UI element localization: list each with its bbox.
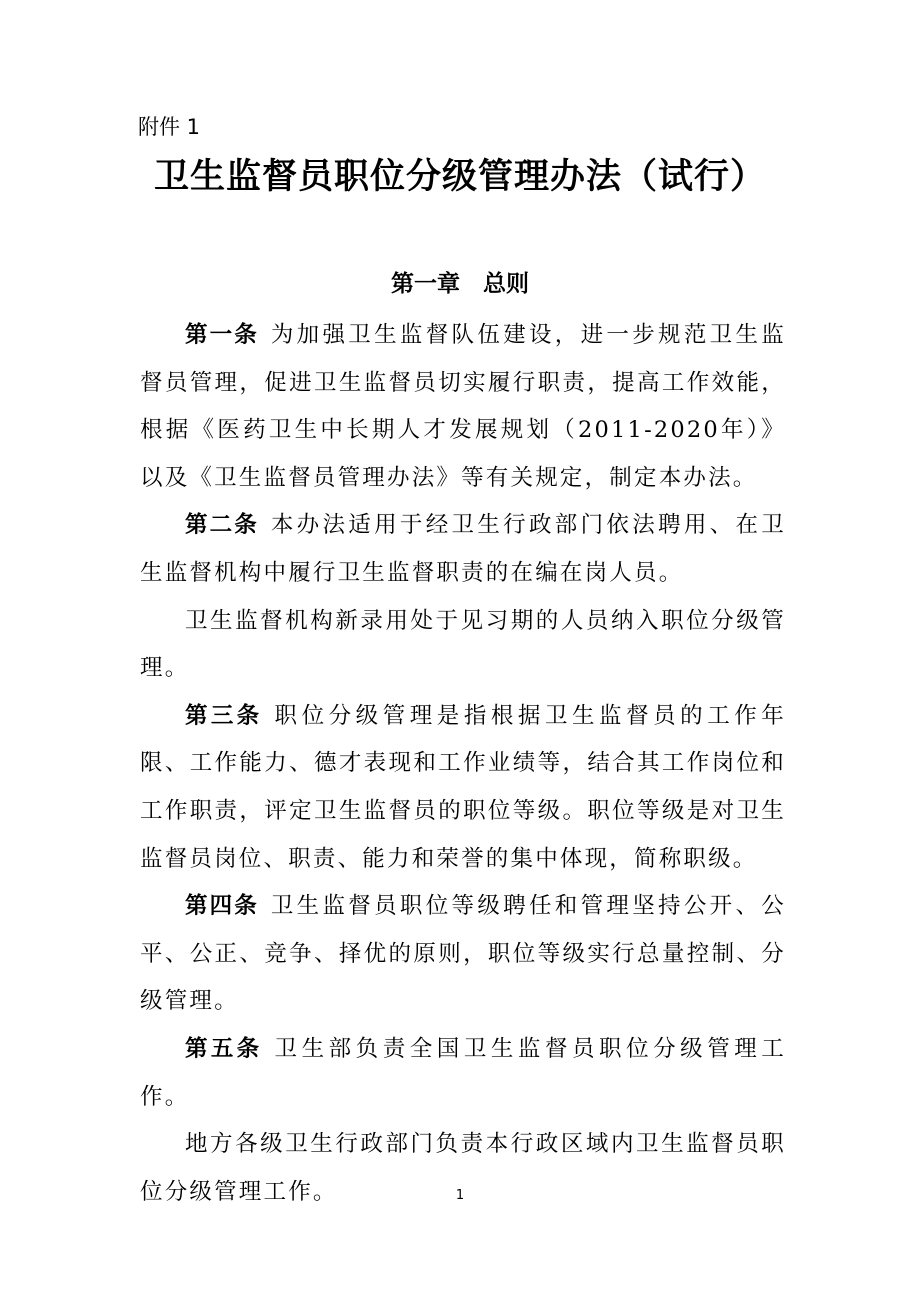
article-text: 职位分级管理是指根据卫生监督员的工作年限、工作能力、德才表现和工作业绩等，结合其工作岗位和工作职责，评定卫生监督员的职位等级。职位等级是对卫生监督员岗位、职责、能力和荣誉的集中体现，简称职级。 bbox=[140, 702, 786, 872]
article-number: 第二条 bbox=[185, 512, 259, 539]
article-number: 第四条 bbox=[185, 893, 259, 920]
article-1 bbox=[140, 312, 786, 502]
article-text: 本办法适用于经卫生行政部门依法聘用、在卫生监督机构中履行卫生监督职责的在编在岗人员。 bbox=[140, 512, 786, 586]
article-number: 第三条 bbox=[185, 702, 263, 729]
article-text: 卫生部负责全国卫生监督员职位分级管理工作。 bbox=[140, 1035, 786, 1110]
document-body bbox=[140, 312, 786, 1216]
article-text: 为加强卫生监督队伍建设，进一步规范卫生监督员管理，促进卫生监督员切实履行职责，提高工作效能，根据《医药卫生中长期人才发展规划（2011-2020年）》以及《卫生监督员管理办法》等有关规定，制定本办法。 bbox=[140, 322, 786, 491]
article-number: 第五条 bbox=[185, 1035, 263, 1062]
article-5 bbox=[140, 1026, 786, 1121]
article-5-paragraph-2: 地方各级卫生行政部门负责本行政区域内卫生监督员职位分级管理工作。 bbox=[140, 1131, 786, 1205]
chapter-heading: 第一章 总则 bbox=[391, 271, 529, 297]
document-title: 卫生监督员职位分级管理办法（试行） bbox=[153, 157, 766, 197]
page-number: 1 bbox=[455, 1188, 465, 1203]
article-3 bbox=[140, 693, 786, 883]
article-4 bbox=[140, 883, 786, 1026]
article-text: 卫生监督员职位等级聘任和管理坚持公开、公平、公正、竞争、择优的原则，职位等级实行总量控制、分级管理。 bbox=[140, 893, 786, 1015]
article-number: 第一条 bbox=[185, 322, 259, 348]
attachment-label: 附件 1 bbox=[138, 115, 201, 139]
article-2 bbox=[140, 502, 786, 597]
article-2-paragraph-2: 卫生监督机构新录用处于见习期的人员纳入职位分级管理。 bbox=[140, 607, 786, 682]
